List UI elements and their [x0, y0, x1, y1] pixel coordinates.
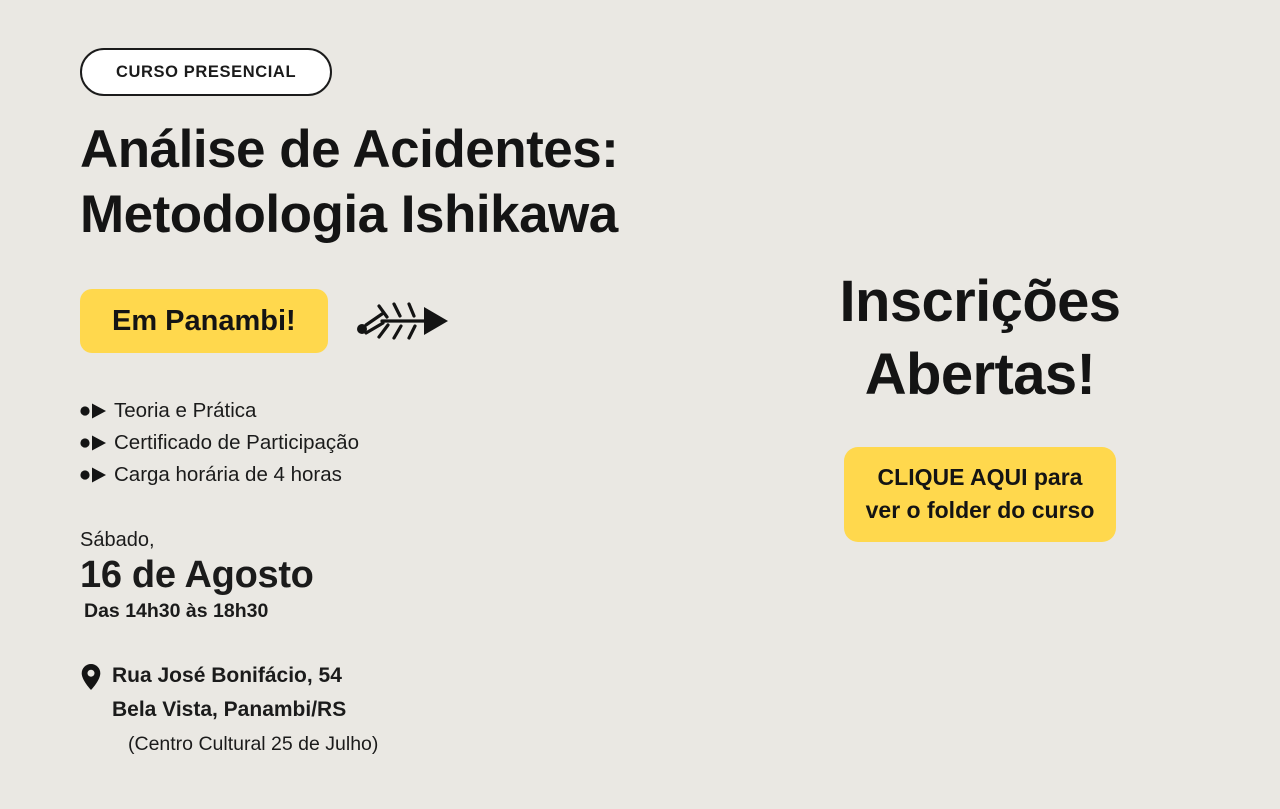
event-address-block: [80, 659, 760, 761]
cta-wrapper: [760, 447, 1200, 542]
features-list: [80, 399, 760, 487]
title-line-1: Análise de Acidentes:: [80, 120, 619, 179]
list-item: [80, 399, 760, 423]
address-line-1: Rua José Bonifácio, 54: [112, 663, 342, 687]
fishbone-icon: [352, 292, 452, 351]
course-info-column: [80, 48, 760, 760]
title-line-2: Metodologia Ishikawa: [80, 184, 618, 244]
location-highlight-row: [80, 289, 760, 353]
map-pin-icon: [80, 659, 112, 696]
address-line-3: (Centro Cultural 25 de Julho): [128, 732, 379, 755]
registration-headline-1: Inscrições: [839, 269, 1121, 334]
feature-label: Certificado de Participação: [114, 431, 359, 455]
registration-column: [760, 265, 1200, 542]
view-folder-button[interactable]: [844, 447, 1117, 542]
list-item: [80, 463, 760, 487]
list-item: [80, 431, 760, 455]
feature-label: Teoria e Prática: [114, 399, 257, 423]
event-day: 16 de Agosto: [80, 554, 314, 597]
course-type-badge: CURSO PRESENCIAL: [80, 48, 332, 96]
registration-headline-2: Abertas!: [864, 342, 1096, 408]
play-bullet-icon: [80, 402, 114, 420]
address-line-2: Bela Vista, Panambi/RS: [112, 697, 347, 721]
event-hours: Das 14h30 às 18h30: [84, 599, 269, 622]
event-weekday: Sábado,: [80, 529, 155, 552]
feature-label: Carga horária de 4 horas: [114, 463, 342, 487]
play-bullet-icon: [80, 434, 114, 452]
event-date-block: [80, 529, 760, 623]
page-title: [80, 118, 760, 247]
location-chip: Em Panambi!: [80, 289, 328, 353]
play-bullet-icon: [80, 466, 114, 484]
address-lines: [112, 659, 378, 761]
cta-line-2: ver o folder do curso: [865, 496, 1095, 523]
cta-line-1: CLIQUE AQUI para: [877, 464, 1083, 491]
